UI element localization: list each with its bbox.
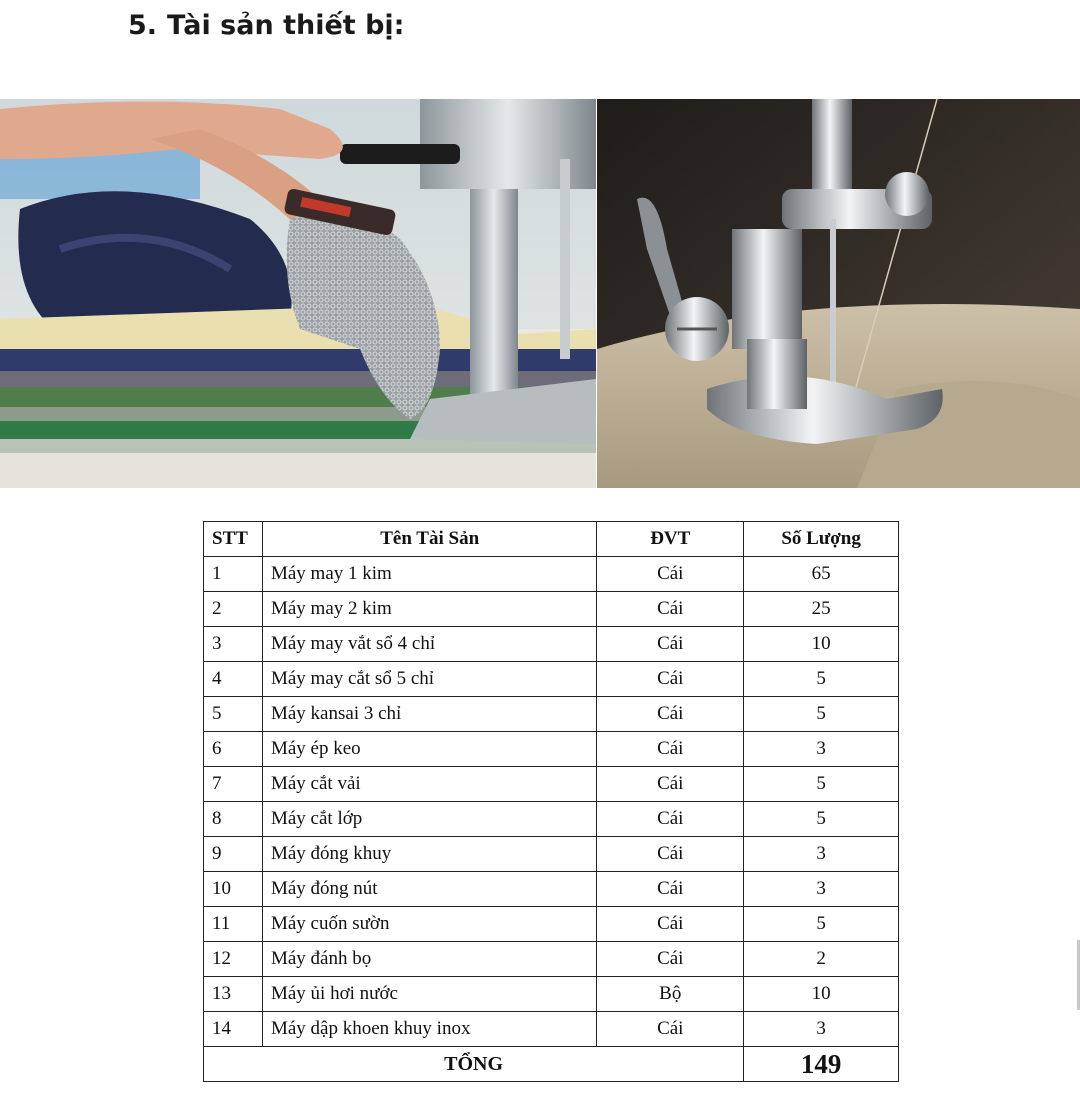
cell-quantity: 2: [744, 942, 899, 977]
sewing-machine-illustration: [597, 99, 1080, 488]
cell-unit: Cái: [597, 942, 744, 977]
cell-unit: Cái: [597, 732, 744, 767]
header-stt: STT: [204, 522, 263, 557]
cell-quantity: 3: [744, 732, 899, 767]
cell-stt: 5: [204, 697, 263, 732]
section-title: Tài sản thiết bị:: [167, 10, 405, 41]
cell-unit: Cái: [597, 837, 744, 872]
cell-quantity: 3: [744, 1012, 899, 1047]
cell-stt: 6: [204, 732, 263, 767]
header-asset-name: Tên Tài Sản: [262, 522, 596, 557]
table-total-row: [204, 1047, 899, 1082]
cell-unit: Cái: [597, 662, 744, 697]
fabric-cutting-photo: [0, 99, 596, 488]
cell-stt: 14: [204, 1012, 263, 1047]
cell-asset-name: Máy ủi hơi nước: [262, 977, 596, 1012]
cell-unit: Cái: [597, 1012, 744, 1047]
table-row: [204, 592, 899, 627]
cell-stt: 7: [204, 767, 263, 802]
table-row: [204, 907, 899, 942]
cell-unit: Cái: [597, 592, 744, 627]
cell-unit: Cái: [597, 802, 744, 837]
cell-stt: 4: [204, 662, 263, 697]
asset-table: [203, 521, 899, 1082]
total-label: TỔNG: [204, 1047, 744, 1082]
cell-quantity: 5: [744, 697, 899, 732]
cell-unit: Cái: [597, 697, 744, 732]
cell-asset-name: Máy cắt vải: [262, 767, 596, 802]
table-row: [204, 662, 899, 697]
fabric-cutting-illustration: [0, 99, 596, 488]
cell-asset-name: Máy đóng khuy: [262, 837, 596, 872]
cell-quantity: 5: [744, 907, 899, 942]
cell-unit: Cái: [597, 557, 744, 592]
cell-asset-name: Máy may vắt sổ 4 chỉ: [262, 627, 596, 662]
cell-unit: Bộ: [597, 977, 744, 1012]
header-quantity: Số Lượng: [744, 522, 899, 557]
cell-quantity: 65: [744, 557, 899, 592]
cell-stt: 1: [204, 557, 263, 592]
table-row: [204, 557, 899, 592]
header-unit: ĐVT: [597, 522, 744, 557]
cell-asset-name: Máy cắt lớp: [262, 802, 596, 837]
table-row: [204, 767, 899, 802]
cell-asset-name: Máy may 1 kim: [262, 557, 596, 592]
cell-quantity: 10: [744, 627, 899, 662]
cell-asset-name: Máy đánh bọ: [262, 942, 596, 977]
cell-asset-name: Máy may cắt sổ 5 chỉ: [262, 662, 596, 697]
cell-stt: 2: [204, 592, 263, 627]
cell-quantity: 10: [744, 977, 899, 1012]
cell-asset-name: Máy ép keo: [262, 732, 596, 767]
section-number: 5.: [128, 10, 158, 41]
table-row: [204, 872, 899, 907]
table-row: [204, 802, 899, 837]
cell-stt: 8: [204, 802, 263, 837]
cell-stt: 12: [204, 942, 263, 977]
cell-quantity: 3: [744, 837, 899, 872]
table-row: [204, 977, 899, 1012]
cell-quantity: 25: [744, 592, 899, 627]
cell-quantity: 5: [744, 767, 899, 802]
cell-stt: 10: [204, 872, 263, 907]
cell-quantity: 5: [744, 802, 899, 837]
cell-stt: 11: [204, 907, 263, 942]
cell-quantity: 5: [744, 662, 899, 697]
cell-asset-name: Máy may 2 kim: [262, 592, 596, 627]
cell-unit: Cái: [597, 627, 744, 662]
cell-stt: 9: [204, 837, 263, 872]
sewing-machine-photo: [597, 99, 1080, 488]
table-row: [204, 732, 899, 767]
cell-asset-name: Máy đóng nút: [262, 872, 596, 907]
section-heading: [128, 10, 404, 41]
cell-asset-name: Máy kansai 3 chỉ: [262, 697, 596, 732]
table-row: [204, 1012, 899, 1047]
cell-quantity: 3: [744, 872, 899, 907]
total-value: 149: [744, 1047, 899, 1082]
cell-asset-name: Máy cuốn sườn: [262, 907, 596, 942]
table-row: [204, 627, 899, 662]
cell-unit: Cái: [597, 767, 744, 802]
cell-unit: Cái: [597, 872, 744, 907]
cell-stt: 13: [204, 977, 263, 1012]
cell-unit: Cái: [597, 907, 744, 942]
table-header-row: [204, 522, 899, 557]
table-row: [204, 942, 899, 977]
cell-stt: 3: [204, 627, 263, 662]
table-row: [204, 697, 899, 732]
table-row: [204, 837, 899, 872]
cell-asset-name: Máy dập khoen khuy inox: [262, 1012, 596, 1047]
